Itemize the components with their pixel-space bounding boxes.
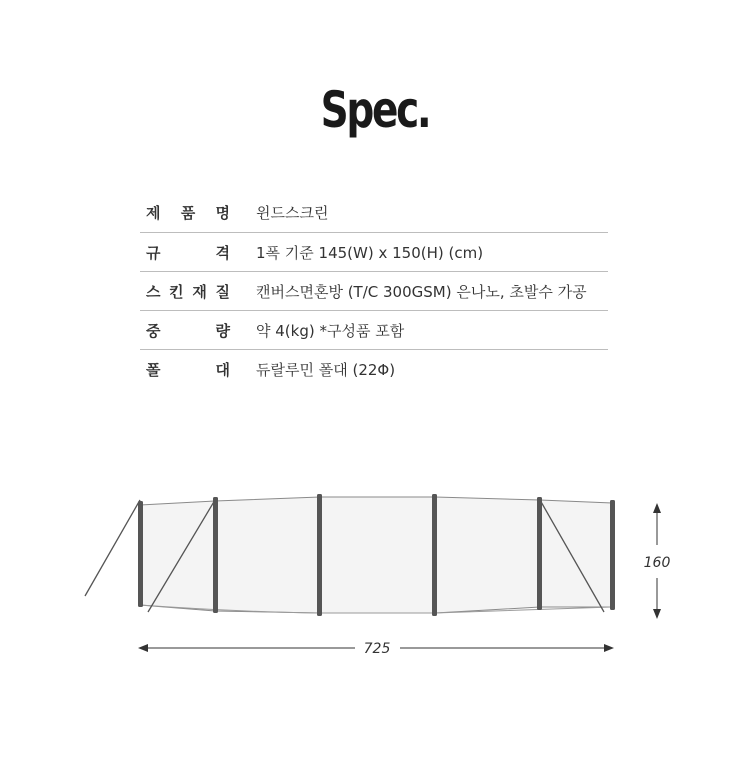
page-title: Spec. xyxy=(320,81,430,139)
spec-label: 제 품 명 xyxy=(146,204,230,222)
guy-line-left xyxy=(85,500,140,596)
pole-6 xyxy=(610,500,615,610)
pole-4 xyxy=(432,494,437,616)
spec-value: 듀랄루민 폴대 (22Φ) xyxy=(256,361,396,379)
pole-2 xyxy=(213,497,218,613)
width-arrow-left-icon xyxy=(138,644,148,652)
pole-3 xyxy=(317,494,322,616)
spec-label: 중 량 xyxy=(146,321,230,340)
spec-value: 캔버스면혼방 (T/C 300GSM) 은나노, 초발수 가공 xyxy=(256,282,587,301)
spec-label: 규 격 xyxy=(146,243,230,262)
height-arrow-up-icon xyxy=(653,503,661,513)
spec-value: 약 4(kg) *구성품 포함 xyxy=(256,321,405,340)
height-arrow-down-icon xyxy=(653,609,661,619)
pole-5 xyxy=(537,497,542,610)
spec-label: 스 킨 재 질 xyxy=(146,282,230,301)
width-arrow-right-icon xyxy=(604,644,614,652)
spec-value: 윈드스크린 xyxy=(256,204,329,222)
pole-1 xyxy=(138,501,143,607)
spec-value: 1폭 기준 145(W) x 150(H) (cm) xyxy=(256,243,484,262)
spec-label: 폴 대 xyxy=(146,361,230,379)
height-label: 160 xyxy=(643,555,671,571)
width-label: 725 xyxy=(363,641,391,657)
